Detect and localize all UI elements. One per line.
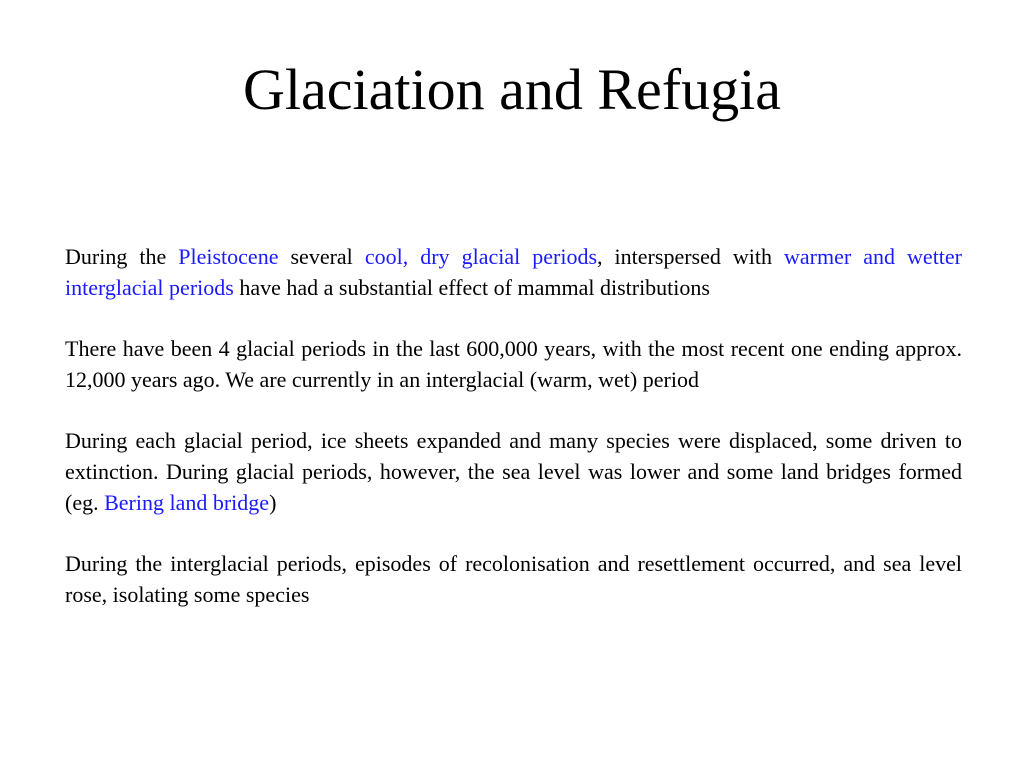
text-segment: During the interglacial periods, episodes of recolonisation and resettlement occurred, and sea level rose, isolating some species	[65, 551, 962, 607]
text-segment: )	[269, 490, 277, 515]
paragraph-glacial-count	[65, 333, 962, 395]
paragraph-interglacial	[65, 548, 962, 610]
text-segment: During each glacial period, ice sheets expanded and many species were displaced, some driven to extinction. During glacial periods, however, the sea level was lower and some land bridges formed (eg.	[65, 428, 962, 515]
term-bering-land-bridge: Bering land bridge	[104, 490, 270, 515]
text-segment: have had a substantial effect of mammal distributions	[233, 275, 710, 300]
text-segment: There have been 4 glacial periods in the last 600,000 years, with the most recent one ending approx. 12,000 years ago. We are currently in an interglacial (warm, wet) period	[65, 336, 962, 392]
text-segment: During the	[65, 244, 179, 269]
paragraph-ice-sheets	[65, 425, 962, 518]
slide-body	[65, 241, 962, 640]
term-glacial-periods: cool, dry glacial periods	[364, 244, 598, 269]
term-pleistocene: Pleistocene	[178, 244, 279, 269]
text-segment: , interspersed with	[597, 244, 785, 269]
text-segment: several	[278, 244, 365, 269]
term-interglacial-periods: warmer and wetter interglacial periods	[65, 244, 963, 300]
slide-title: Glaciation and Refugia	[243, 57, 781, 122]
paragraph-pleistocene	[65, 241, 962, 303]
